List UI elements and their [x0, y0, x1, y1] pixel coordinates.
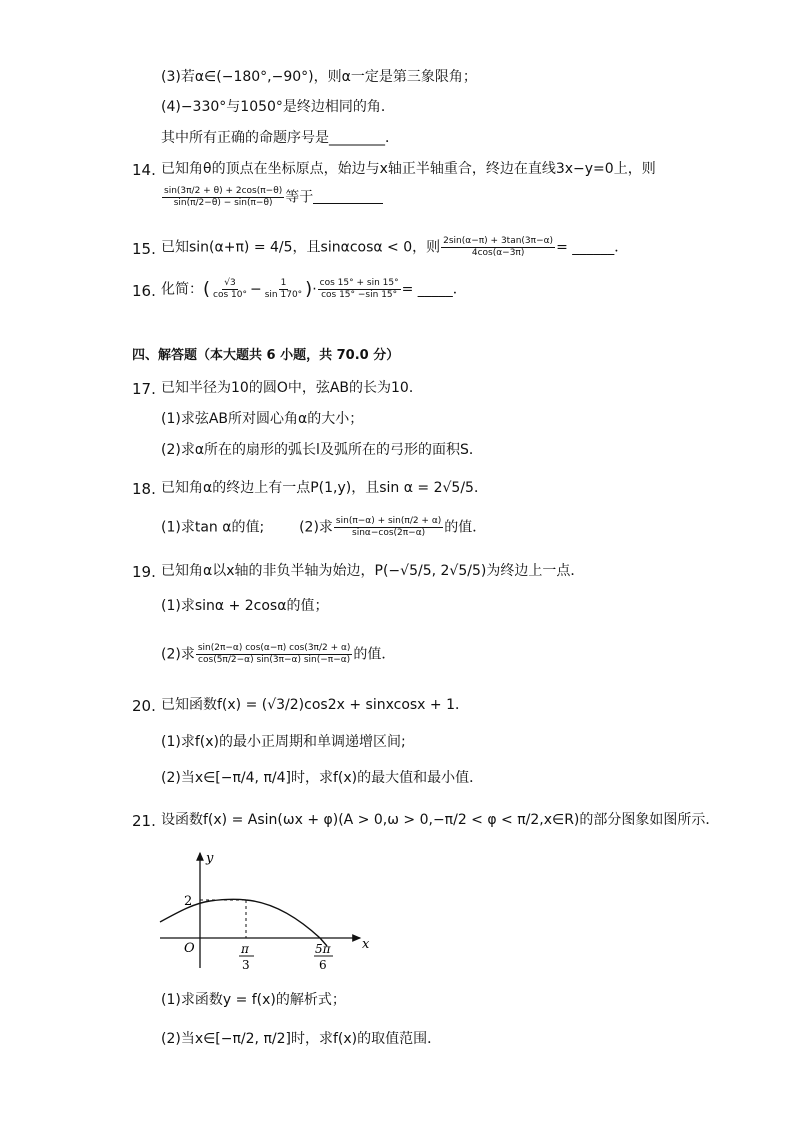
y-tick-2: 2	[184, 894, 193, 909]
q20-sub2: (2)当x∈[−π/4, π/4]时，求f(x)的最大值和最小值．	[161, 770, 484, 786]
q16-expression: 化简：( $\frac{√3}{\cos 10^\circ}$ − $\frac{1}{\sin 170^\circ}$ )· $\frac{\cos 15^\circ + \sin 15^\circ}{\cos 15^\circ -\sin 15^\circ}$ = _____．	[161, 278, 467, 300]
q15-frac-den: 4cos(α−3π)	[471, 248, 525, 258]
q14-text: 已知角θ的顶点在坐标原点，始边与x轴正半轴重合，终边在直线3x−y=0上，则	[161, 161, 656, 177]
y-axis-label: y	[206, 851, 214, 866]
q14-frac-den: sin(π/2−θ) − sin(π−θ)	[173, 198, 273, 208]
q21-number: 21.	[132, 812, 156, 830]
q19-text: 已知角α以x轴的非负半轴为始边，P(−√5/5, 2√5/5)为终边上一点．	[161, 563, 585, 579]
q20-sub1: (1)求f(x)的最小正周期和单调递增区间;	[161, 734, 406, 750]
q16-frac-b	[263, 278, 304, 301]
q18-sub1: (1)求tan α的值;	[161, 519, 265, 536]
q18-frac-den: sinα−cos(2π−α)	[352, 528, 426, 538]
q16-tail: = _____．	[401, 281, 467, 298]
q18-number: 18.	[132, 480, 156, 498]
q21-text: 设函数f(x) = Asin(ωx + φ)(A > 0,ω > 0,−π/2 < φ < π/2,x∈R)的部分图象如图所示．	[161, 812, 720, 828]
q16-frac-c	[318, 278, 401, 301]
q19-number: 19.	[132, 563, 156, 581]
origin-label: O	[184, 941, 195, 956]
q16-frac-b-num: 1	[280, 278, 287, 288]
q14-fraction	[162, 186, 284, 209]
q20-number: 20.	[132, 697, 156, 715]
q15-fraction	[441, 236, 555, 259]
q17-text: 已知半径为10的圆O中，弦AB的长为10．	[161, 380, 423, 396]
q13-conclusion: 其中所有正确的命题序号是________．	[161, 130, 399, 146]
q16-frac-a-den: cos 10°	[213, 290, 247, 300]
q21-graph	[155, 845, 380, 980]
x-tick2-num: 5π	[315, 942, 331, 956]
q19-sub2-prefix: (2)求	[161, 646, 195, 663]
x-tick1-den: 3	[242, 958, 250, 972]
q14-expression	[161, 186, 383, 209]
q13-item4: (4)−330°与1050°是终边相同的角．	[161, 99, 395, 115]
q14-frac-num: sin(3π/2 + θ) + 2cos(π−θ)	[164, 186, 283, 196]
q18-fraction	[334, 516, 443, 539]
q20-text: 已知函数f(x) = (√3/2)cos2x + sinxcosx + 1．	[161, 697, 469, 713]
q17-number: 17.	[132, 380, 156, 398]
q14-number: 14.	[132, 161, 156, 179]
q17-sub1: (1)求弦AB所对圆心角α的大小；	[161, 411, 364, 427]
q15-number: 15.	[132, 240, 156, 258]
section-4-title: 四、解答题（本大题共 6 小题，共 70.0 分）	[132, 348, 400, 363]
q15-tail: = ______．	[556, 239, 629, 256]
q16-frac-c-num: cos 15° + sin 15°	[319, 278, 399, 288]
q16-label: 化简：	[161, 281, 203, 298]
q14-tail: 等于	[285, 189, 314, 206]
x-axis-label: x	[362, 937, 370, 952]
q16-frac-b-den: sin 170°	[264, 290, 303, 300]
q16-frac-a-num: √3	[224, 278, 236, 288]
x-tick2-den: 6	[319, 958, 327, 972]
q15-text: 已知sin(α+π) = 4/5，且sinαcosα < 0，则	[161, 239, 441, 256]
q19-sub2-tail: 的值．	[353, 646, 396, 663]
q18-sub2-tail: 的值．	[444, 519, 487, 536]
q18-text: 已知角α的终边上有一点P(1,y)，且sin α = 2√5/5．	[161, 480, 488, 496]
q18-subs	[161, 516, 486, 539]
q18-sub2-prefix: (2)求	[299, 519, 333, 536]
q16-frac-a	[211, 278, 249, 301]
q16-frac-c-den: cos 15° −sin 15°	[321, 290, 398, 300]
q19-frac-num: sin(2π−α) cos(α−π) cos(3π/2 + α)	[197, 643, 351, 653]
q16-number: 16.	[132, 282, 156, 300]
q14-answer-blank[interactable]	[313, 189, 383, 204]
q19-sub1: (1)求sinα + 2cosα的值；	[161, 598, 329, 614]
q18-frac-num: sin(π−α) + sin(π/2 + α)	[335, 516, 442, 526]
q19-sub2	[161, 643, 395, 666]
q19-frac-den: cos(5π/2−α) sin(3π−α) sin(−π−α)	[198, 655, 351, 665]
q15-expression	[161, 236, 628, 259]
q15-frac-num: 2sin(α−π) + 3tan(3π−α)	[443, 236, 554, 246]
q21-sub2: (2)当x∈[−π/2, π/2]时，求f(x)的取值范围．	[161, 1031, 442, 1047]
q21-sub1: (1)求函数y = f(x)的解析式；	[161, 992, 346, 1008]
q19-fraction	[196, 643, 353, 666]
q17-sub2: (2)求α所在的扇形的弧长l及弧所在的弓形的面积S．	[161, 442, 483, 458]
q13-item3: (3)若α∈(−180°,−90°)，则α一定是第三象限角；	[161, 69, 477, 85]
x-tick1-num: π	[241, 942, 249, 956]
